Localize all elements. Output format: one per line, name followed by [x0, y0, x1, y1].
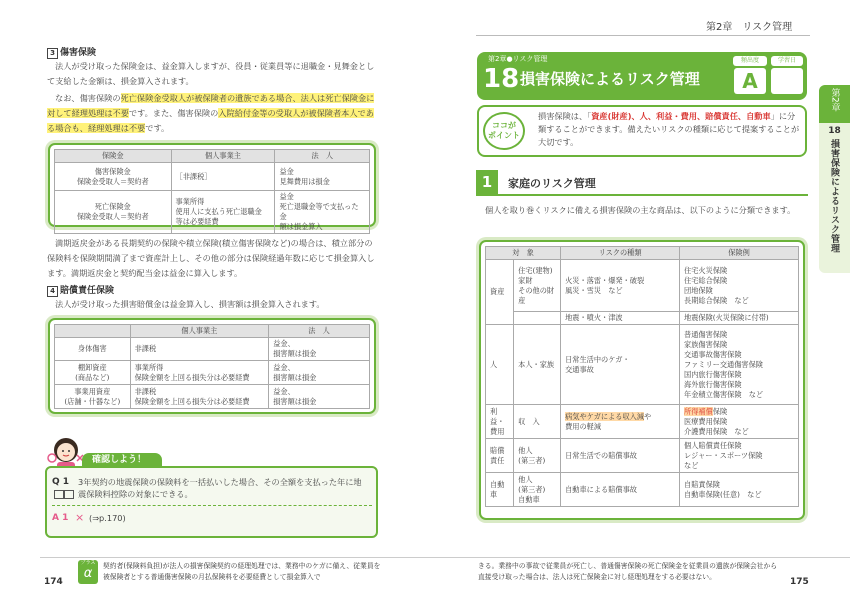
table-cell: 傷害保険金 保険金受取人＝契約者: [55, 163, 172, 191]
t1-header-0: 保険金: [55, 150, 172, 163]
example-highlight: 所得補償: [684, 406, 713, 416]
alpha-icon: α: [83, 566, 93, 581]
insurance-header-risk: リスクの種類: [561, 247, 680, 260]
table-cell: [561, 405, 680, 439]
badge-frequency: 頻出度: [733, 56, 767, 66]
table-cell: 地震保険(火災保険に付帯): [680, 312, 799, 325]
answer-reference[interactable]: (⇒p.170): [89, 513, 126, 523]
table-cell: 非課税: [130, 338, 269, 361]
p2-part-c: です。また、傷害保険の: [128, 108, 219, 118]
table-cell: 非課税 保険金額を上回る損失分は必要経費: [130, 385, 269, 409]
table-cell: 自動車による賠償事故: [561, 473, 680, 507]
point-text-a: 損害保険は、「: [538, 111, 592, 121]
table-cell: 地震・噴火・津波: [561, 312, 680, 325]
grade-badge: A: [734, 68, 766, 94]
table-cell: 火災・落雷・爆発・破裂 風災・雪災 など: [561, 260, 680, 312]
p2-part-e: です。: [145, 123, 170, 133]
category-asset: 資産: [486, 260, 514, 325]
risk-highlight: 病気やケガによる収入減: [565, 411, 645, 421]
category-income: 利益・ 費用: [486, 405, 514, 439]
t2-header-0: [55, 325, 131, 338]
point-text-c: 」に分類することができます。備えたいリスクの種類に応じて提案することが大切です。: [538, 111, 800, 147]
paragraph-1: 法人が受け取った保険金は、益金算入しますが、役員・従業員等に退職金・見舞金として支給した金額は、損金算入されます。: [47, 61, 375, 86]
table-liability: [54, 324, 370, 409]
t2-header-1: 個人事業主: [130, 325, 269, 338]
table-cell: 住宅(建物) 家財 その他の財産: [514, 260, 561, 312]
table-cell: 事業所得 保険金額を上回る損失分は必要経費: [130, 361, 269, 385]
table-cell: 益金、 損害額は損金: [269, 338, 370, 361]
table-cell: 個人賠償責任保険 レジャー・スポーツ保険 など: [680, 439, 799, 473]
plus-label: プラス: [80, 560, 96, 566]
side-tab-title: 損害保険によるリスク管理: [829, 139, 839, 253]
t1-header-1: 個人事業主: [171, 150, 275, 163]
category-person: 人: [486, 325, 514, 405]
table-cell: 棚卸資産 (商品など): [55, 361, 131, 385]
p2-highlight-1: 死亡保険金受取人が被保険者の遺族である場合、法人は死亡保険金に対して経理処理は不要: [47, 93, 375, 118]
plus-alpha-badge: [78, 560, 98, 584]
paragraph-4: 法人が受け取った損害賠償金は益金算入し、損害額は損金算入されます。: [55, 299, 325, 309]
checkbox-2[interactable]: [64, 490, 74, 499]
section-4-number: 4: [47, 286, 58, 297]
table-cell: [514, 312, 561, 325]
table-cell: 益金、 損害額は損金: [269, 361, 370, 385]
table-cell: 身体傷害: [55, 338, 131, 361]
footer-divider: [40, 557, 850, 558]
chapter-number: 18: [483, 64, 520, 94]
section-1-heading: [476, 170, 808, 196]
badge-study-date: 学習日: [771, 56, 803, 66]
confirm-label: 確認しよう！: [82, 453, 162, 467]
table-cell: 収 入: [514, 405, 561, 439]
category-auto: 自動車: [486, 473, 514, 507]
section-3-title: 傷害保険: [60, 48, 97, 58]
side-tab-chapter-label: 第2章: [829, 88, 840, 112]
table-cell: 事業所得 使用人に支払う死亡退職金 等は必要経費: [171, 191, 275, 234]
table-cell: ［非課税］: [171, 163, 275, 191]
insurance-table-frame: [479, 240, 805, 520]
insurance-header-target: 対 象: [486, 247, 561, 260]
section-4-title: 賠償責任保険: [60, 286, 115, 296]
table-cell: 自賠責保険 自動車保険(任意) など: [680, 473, 799, 507]
section-3-heading: [47, 45, 96, 59]
table-cell: 益金 死亡退職金等で支払った金 額は損金算入: [275, 191, 370, 234]
side-tab-number: 18: [828, 126, 841, 136]
side-tab[interactable]: [819, 123, 850, 273]
checkbox-1[interactable]: [54, 490, 64, 499]
t2-header-2: 法 人: [269, 325, 370, 338]
table-cell: 事業用資産 (店舗・什器など): [55, 385, 131, 409]
question-number: Q 1: [52, 477, 70, 487]
tax-table-injury: [48, 143, 376, 231]
tax-table-liability: [48, 318, 376, 414]
chapter-bar-label: 第2章●リスク管理: [488, 55, 548, 63]
page-number-left: 174: [44, 577, 63, 587]
insurance-header-example: 保険例: [680, 247, 799, 260]
point-text-highlight: 資産(財産)、人、利益・費用、賠償責任、自動車: [591, 111, 771, 121]
footnote-left: 契約者(保険料負担)が法人の損害保険契約の経理処理では、業務中のケガに備え、従業員を被保険者とする普通傷害保険の月払保険料を必要経費として損金算入で: [103, 562, 381, 581]
running-header: 第2章 リスク管理: [706, 22, 793, 33]
paragraph-3: 満期返戻金がある長期契約の保険や積立保険(積立傷害保険など)の場合は、積立部分の保険料を保険期間満了まで資産計上し、その他の部分は保険経過年数に応じて損金算入します。満期返戻金と契約配当金は益金に算入します。: [47, 238, 375, 278]
table-cell: 他人 (第三者): [514, 439, 561, 473]
answer-divider: [52, 505, 372, 507]
question-text: 3年契約の地震保険の保険料を一括払いした場合、その全額を支払った年に地震保険料控除の対象にできる。: [78, 477, 362, 499]
insurance-table: [485, 246, 799, 507]
t1-header-2: 法 人: [275, 150, 370, 163]
table-injury: [54, 149, 370, 234]
table-cell: 住宅火災保険 住宅総合保険 団地保険 長期総合保険 など: [680, 260, 799, 312]
table-cell: 普通傷害保険 家族傷害保険 交通事故傷害保険 ファミリー交通傷害保険 国内旅行傷害保険 海外旅行傷害保険 年金積立傷害保険 など: [680, 325, 799, 405]
table-cell: 死亡保険金 保険金受取人＝契約者: [55, 191, 172, 234]
risk-rest: や 費用の軽減: [565, 411, 652, 431]
table-cell: 日常生活中のケガ・ 交通事故: [561, 325, 680, 405]
footnote-right: きる。業務中の事故で従業員が死亡し、普通傷害保険の死亡保険金を従業員の遺族が保険会社から直接受け取った場合は、法人は死亡保険金に対し経理処理をする必要はない。: [478, 562, 778, 581]
example-rest: 保険 医療費用保険 介護費用保険 など: [684, 406, 749, 436]
section-1-number: 1: [476, 170, 498, 194]
table-cell: 本人・家族: [514, 325, 561, 405]
page-number-right: 175: [790, 577, 809, 587]
paragraph-2: [47, 91, 377, 136]
answer-mark: ×: [75, 511, 85, 524]
p2-highlight-2: 入院給付金等の受取人が被保険者本人である場合も、経理処理は不要: [47, 108, 374, 133]
table-cell: 益金、 損害額は損金: [269, 385, 370, 409]
study-date-box[interactable]: [771, 68, 803, 94]
table-cell: 日常生活での賠償事故: [561, 439, 680, 473]
section-4-heading: [47, 283, 114, 297]
chapter-title: 損害保険によるリスク管理: [520, 70, 700, 88]
section-1-title: 家庭のリスク管理: [508, 177, 596, 190]
table-cell: 他人 (第三者) 自動車: [514, 473, 561, 507]
section-3-number: 3: [47, 48, 58, 59]
header-divider: [476, 35, 810, 36]
answer-number: A 1: [52, 513, 69, 523]
side-tab-chapter[interactable]: [819, 85, 850, 123]
p2-part-a: なお、傷害保険の: [55, 93, 121, 103]
category-liability: 賠償 責任: [486, 439, 514, 473]
table-cell: 益金 見舞費用は損金: [275, 163, 370, 191]
point-text: [538, 110, 802, 149]
section-1-text: 個人を取り巻くリスクに備える損害保険の主な商品は、以下のように分類できます。: [485, 205, 796, 215]
point-label: ココが ポイント: [483, 112, 525, 150]
table-cell: [680, 405, 799, 439]
